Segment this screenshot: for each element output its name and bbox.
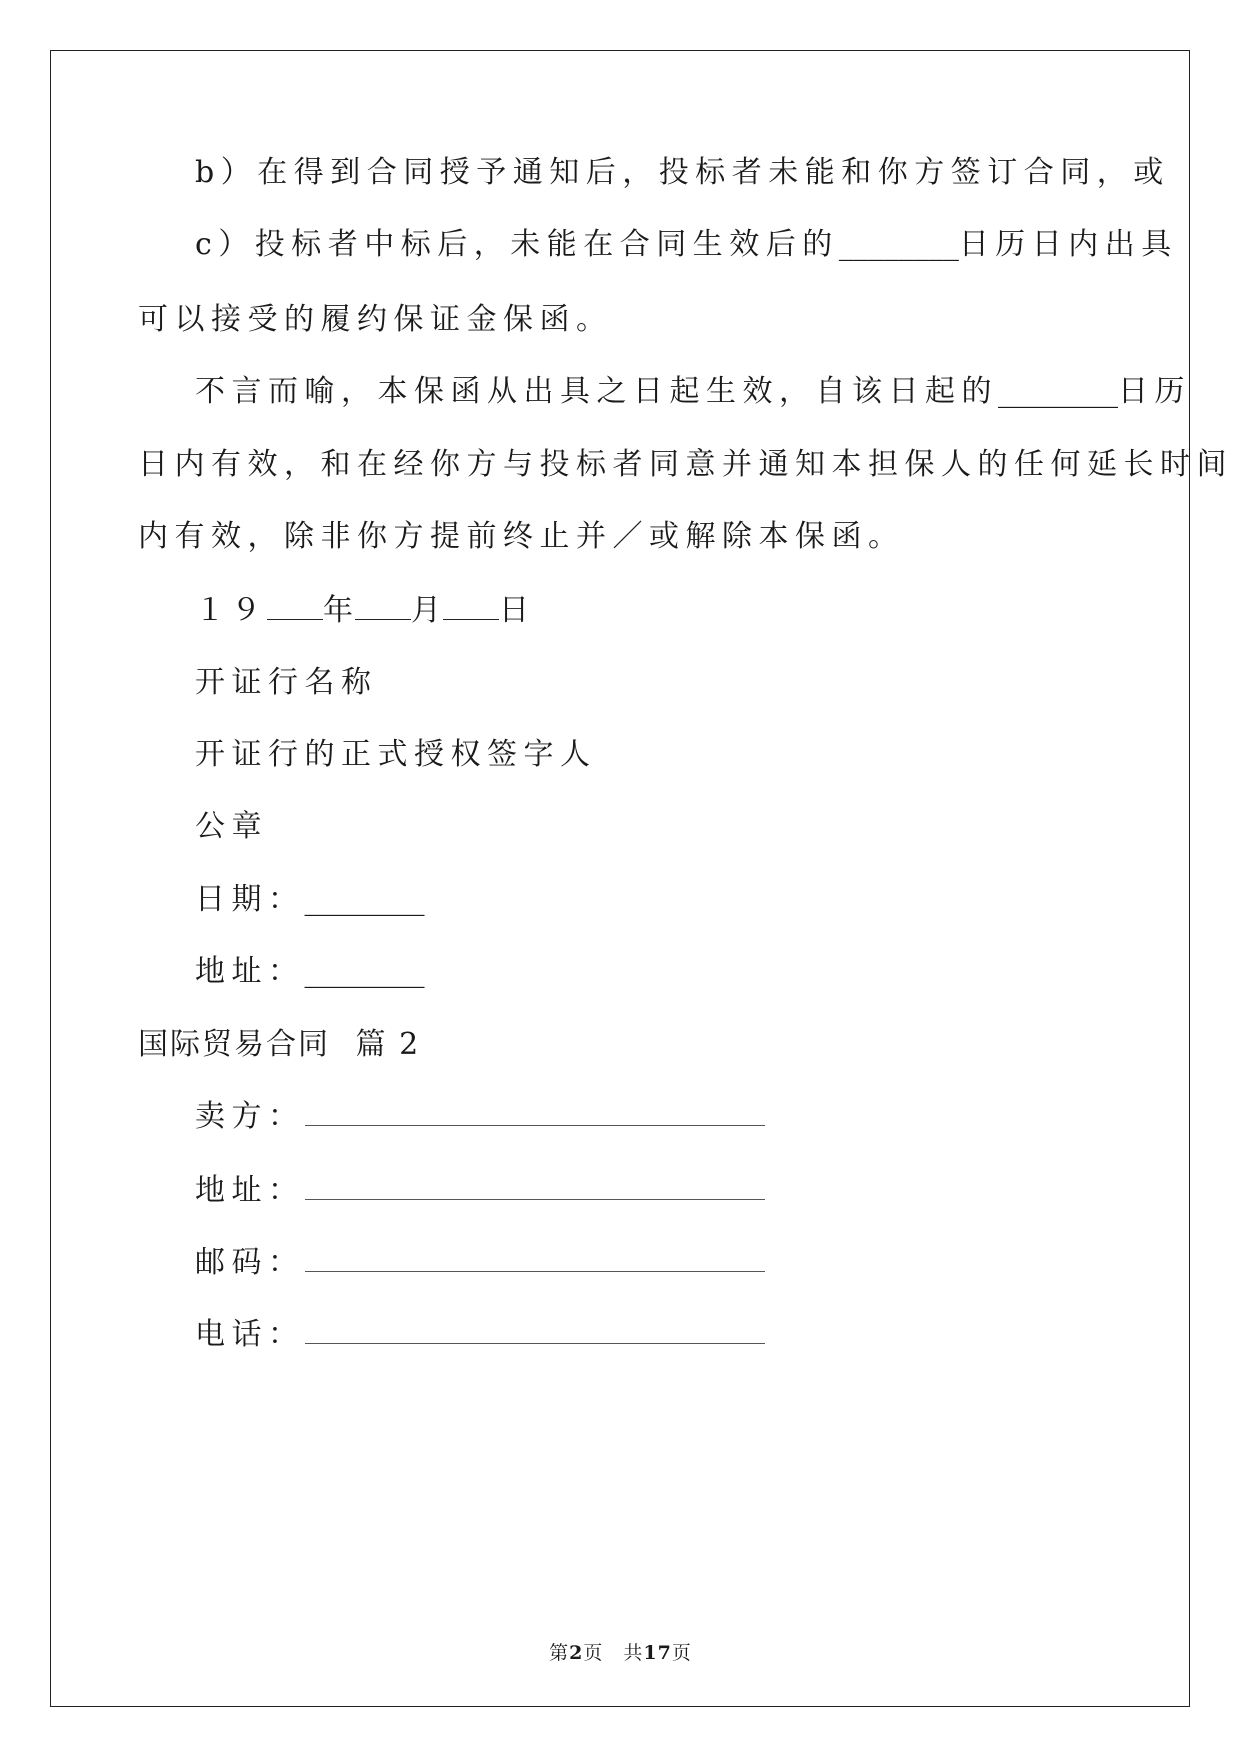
year-blank	[267, 618, 323, 620]
seal	[195, 809, 268, 844]
date-line	[195, 593, 531, 628]
month-blank	[355, 618, 411, 620]
bank-name-text: 开证行名称	[195, 665, 378, 700]
paragraph-c	[195, 227, 1178, 262]
paragraph-validity-line2-text: 日内有效，和在经你方与投标者同意并通知本担保人的任何延长时间	[138, 447, 1233, 482]
paragraph-validity-start: 不言而喻，本保函从出具之日起生效，自该日起的	[195, 374, 998, 409]
footer-page-mid: 页 共	[583, 1642, 644, 1664]
bank-signatory-text: 开证行的正式授权签字人	[195, 737, 597, 772]
date-month: 月	[411, 593, 443, 628]
day-blank	[443, 618, 499, 620]
paragraph-c-line2-text: 可以接受的履约保证金保函。	[138, 302, 613, 337]
section-number: 篇 2	[355, 1027, 421, 1062]
paragraph-c-blank: ________	[838, 227, 959, 262]
phone-label: 电话：	[195, 1317, 305, 1352]
footer-page-suffix: 页	[671, 1642, 692, 1664]
postcode-underline	[305, 1270, 765, 1272]
paragraph-validity-blank: ________	[998, 374, 1118, 409]
paragraph-validity-line3-text: 内有效，除非你方提前终止并／或解除本保函。	[138, 519, 905, 554]
bank-signatory	[195, 737, 597, 772]
paragraph-validity-line2	[138, 447, 1233, 482]
postcode-label: 邮码：	[195, 1245, 305, 1280]
date-prefix: １９	[195, 593, 267, 628]
seller-field	[195, 1099, 765, 1134]
seller-address-underline	[305, 1198, 765, 1200]
address-label: 地址：	[195, 954, 305, 989]
page-border	[50, 50, 1190, 1707]
address-field	[195, 954, 425, 989]
seller-label: 卖方：	[195, 1099, 305, 1134]
date-label: 日期：	[195, 882, 305, 917]
footer-page-total: 17	[643, 1642, 672, 1664]
paragraph-validity-end: 日历	[1118, 374, 1191, 409]
footer-page-current: 2	[569, 1642, 584, 1664]
section-heading	[138, 1027, 421, 1062]
date-year: 年	[323, 593, 355, 628]
postcode-field	[195, 1245, 765, 1280]
seller-underline	[305, 1124, 765, 1126]
paragraph-validity-line3	[138, 519, 905, 554]
footer-page-prefix: 第	[549, 1642, 570, 1664]
date-field	[195, 882, 425, 917]
seller-address-label: 地址：	[195, 1173, 305, 1208]
paragraph-b-text: b）在得到合同授予通知后，投标者未能和你方签订合同，或	[195, 155, 1170, 190]
paragraph-c-end: 日历日内出具	[958, 227, 1178, 262]
paragraph-validity	[195, 374, 1191, 409]
phone-underline	[305, 1342, 765, 1344]
section-title: 国际贸易合同	[138, 1027, 330, 1062]
seal-text: 公章	[195, 809, 268, 844]
page-footer	[0, 1638, 1241, 1665]
date-day: 日	[499, 593, 531, 628]
bank-name	[195, 665, 378, 700]
seller-address-field	[195, 1173, 765, 1208]
paragraph-c-line2	[138, 302, 613, 337]
paragraph-c-start: c）投标者中标后，未能在合同生效后的	[195, 227, 839, 262]
paragraph-b	[195, 155, 1170, 190]
phone-field	[195, 1317, 765, 1352]
address-blank: ________	[304, 954, 425, 989]
date-blank: ________	[304, 882, 425, 917]
